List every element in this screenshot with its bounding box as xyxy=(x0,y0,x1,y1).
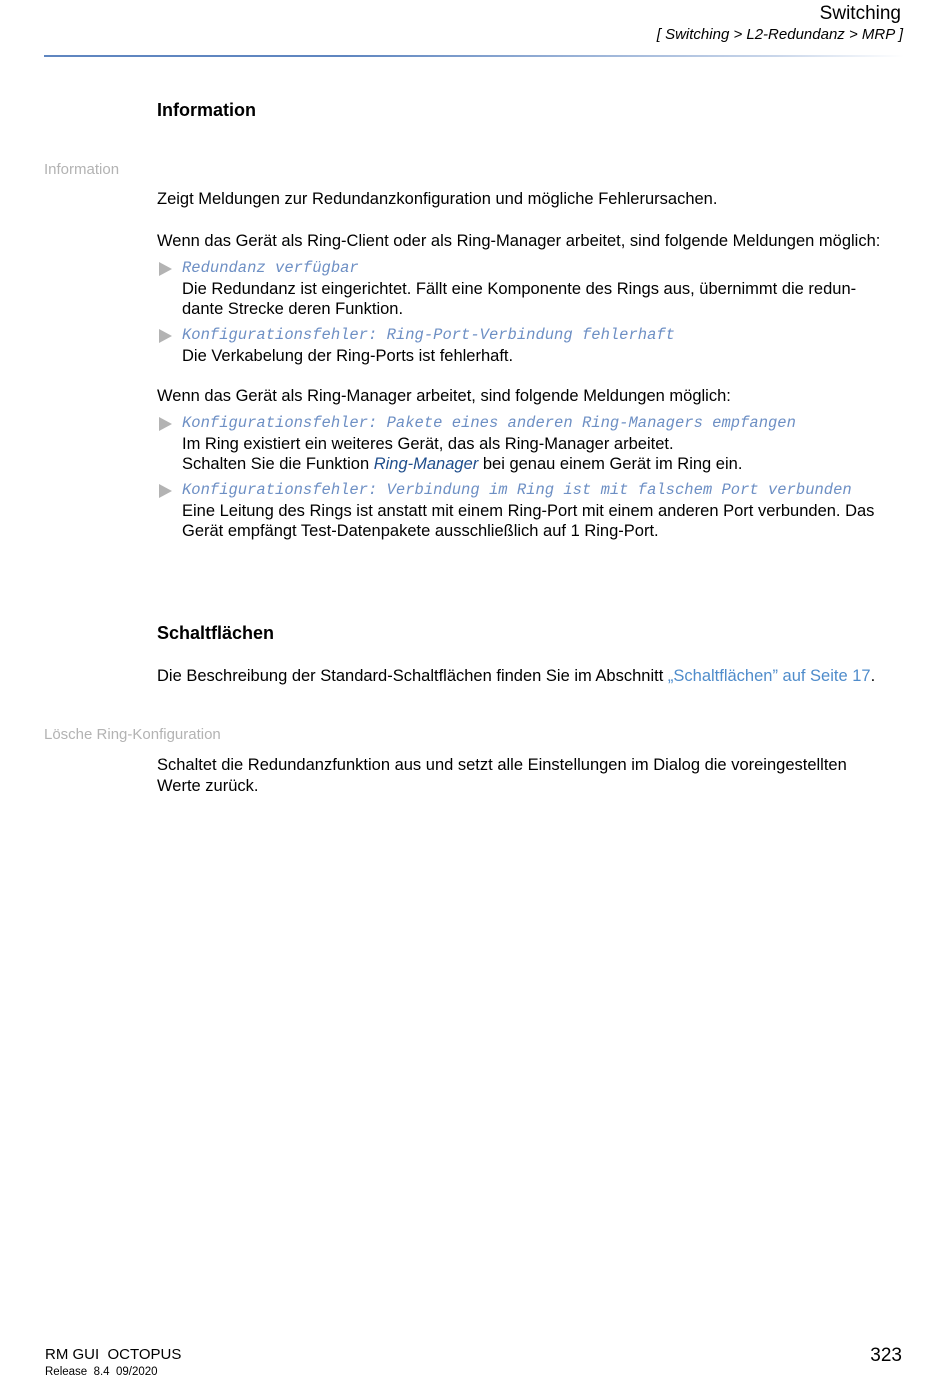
header-rule xyxy=(44,55,904,57)
message-description: Eine Leitung des Rings ist anstatt mit einem Ring-Port mit einem anderen Port verbunden. Das xyxy=(182,501,875,520)
side-label-information: Information xyxy=(44,161,120,178)
text-fragment: bei genau einem Gerät im Ring ein. xyxy=(478,455,743,473)
bullet-arrow-icon xyxy=(159,329,172,343)
message-description: Die Verkabelung der Ring-Ports ist fehlerhaft. xyxy=(182,346,514,365)
message-description: Im Ring existiert ein weiteres Gerät, das als Ring-Manager arbeitet. xyxy=(182,434,674,453)
page-header-title: Switching xyxy=(819,3,901,24)
message-description: Gerät empfängt Test-Datenpakete ausschließlich auf 1 Ring-Port. xyxy=(182,522,659,540)
description-line: Schaltet die Redundanzfunktion aus und setzt alle Einstellungen im Dialog die voreingestellten xyxy=(157,756,847,774)
bullet-arrow-icon xyxy=(159,417,172,431)
list-item xyxy=(159,258,909,320)
list-item xyxy=(159,325,909,366)
manager-intro: Wenn das Gerät als Ring-Manager arbeitet, sind folgende Meldungen möglich: xyxy=(157,387,731,405)
ring-manager-link[interactable]: Ring-Manager xyxy=(373,455,479,473)
list-item xyxy=(159,413,909,475)
bullet-arrow-icon xyxy=(159,484,172,498)
information-intro: Zeigt Meldungen zur Redundanzkonfiguration und mögliche Fehlerursachen. xyxy=(157,190,718,208)
message-text: Konfigurationsfehler: Pakete eines anderen Ring-Managers empfangen xyxy=(182,414,796,432)
side-label-delete-ring-config: Lösche Ring-Konfiguration xyxy=(44,726,221,743)
delete-ring-config-description xyxy=(157,755,907,796)
message-text: Konfigurationsfehler: Verbindung im Ring ist mit falschem Port verbunden xyxy=(182,481,852,499)
breadcrumb: [ Switching > L2-Redundanz > MRP ] xyxy=(656,26,903,43)
section-heading-buttons: Schaltflächen xyxy=(157,623,275,643)
description-line: Werte zurück. xyxy=(157,776,259,795)
list-item xyxy=(159,480,909,542)
message-description: Die Redundanz ist eingerichtet. Fällt eine Komponente des Rings aus, übernimmt die redun- xyxy=(182,279,857,298)
message-text: Redundanz verfügbar xyxy=(182,259,359,277)
message-description xyxy=(182,454,909,475)
bullet-arrow-icon xyxy=(159,262,172,276)
text-fragment: Schalten Sie die Funktion xyxy=(182,455,374,473)
message-description: dante Strecke deren Funktion. xyxy=(182,300,404,318)
message-text: Konfigurationsfehler: Ring-Port-Verbindung fehlerhaft xyxy=(182,326,675,344)
footer-release: Release 8.4 09/2020 xyxy=(45,1366,158,1378)
text-fragment: . xyxy=(870,667,876,685)
page-number: 323 xyxy=(870,1345,902,1366)
text-fragment: Die Beschreibung der Standard-Schaltflächen finden Sie im Abschnitt xyxy=(157,667,668,685)
client-intro: Wenn das Gerät als Ring-Client oder als Ring-Manager arbeitet, sind folgende Meldungen möglich: xyxy=(157,232,881,250)
cross-reference-link[interactable]: „Schaltflächen” auf Seite 17 xyxy=(667,667,871,685)
section-heading-information: Information xyxy=(157,100,256,120)
buttons-description xyxy=(157,666,907,687)
footer-title: RM GUI OCTOPUS xyxy=(45,1346,182,1363)
